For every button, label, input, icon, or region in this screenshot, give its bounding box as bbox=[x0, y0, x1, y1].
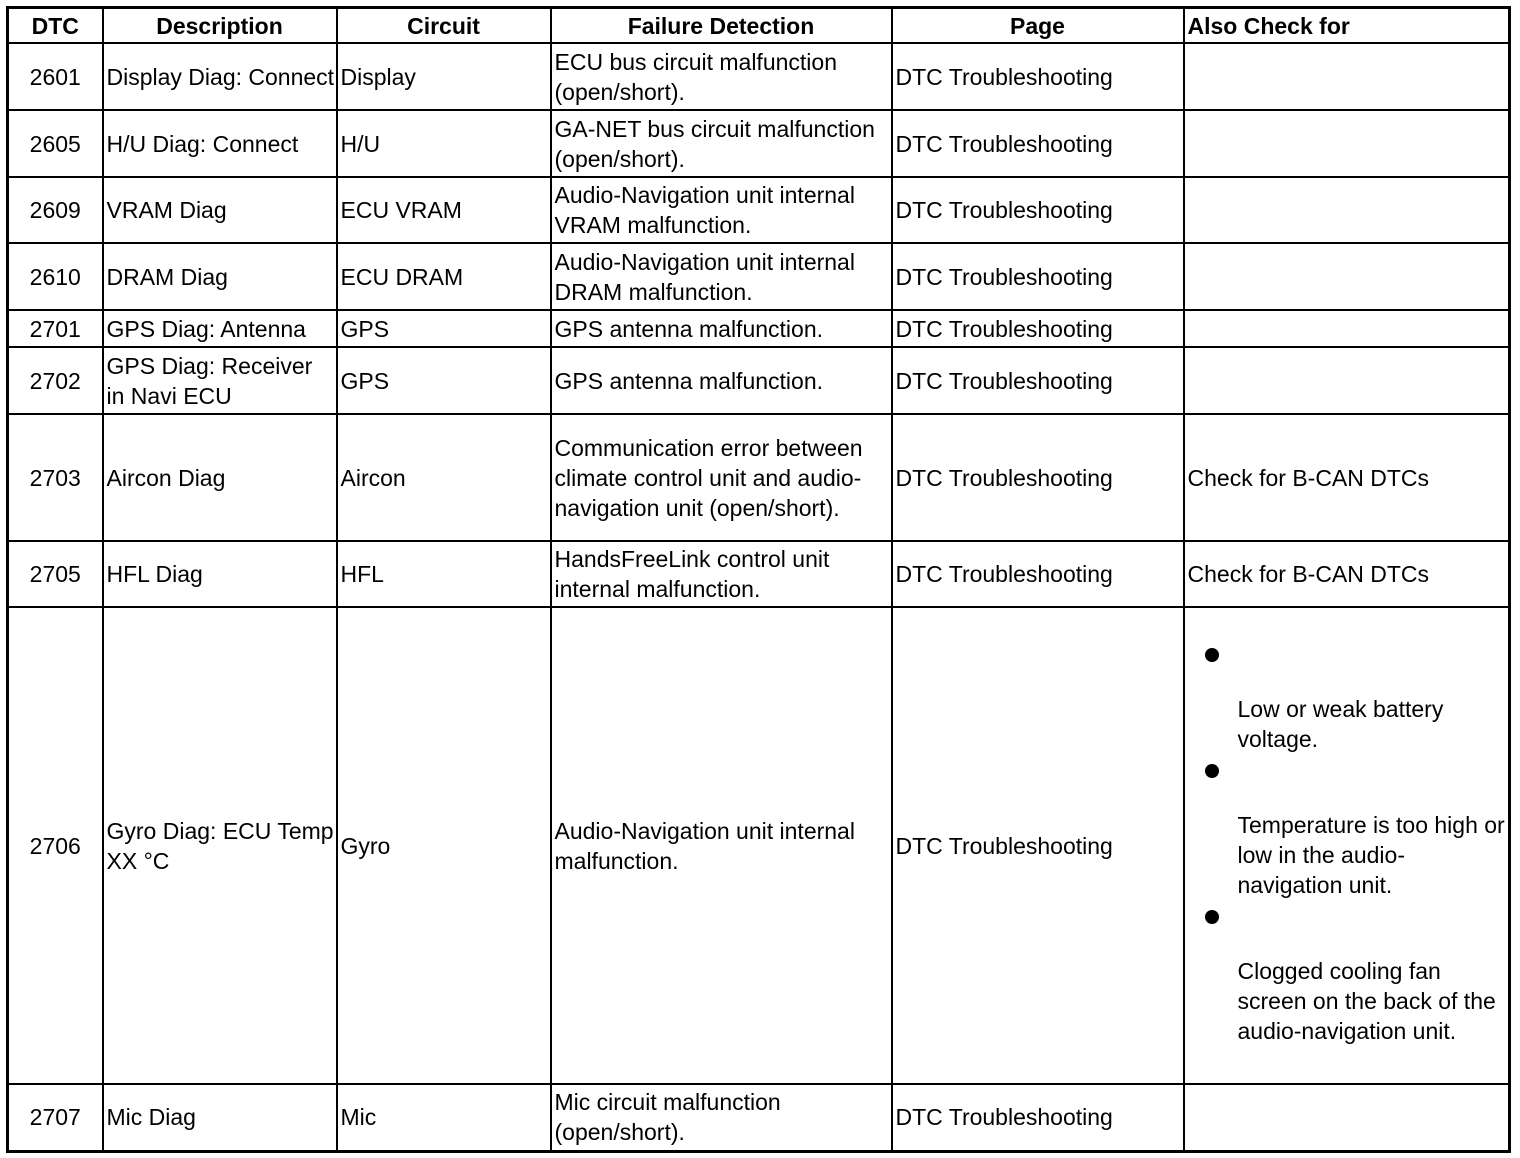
dtc-code: 2705 bbox=[8, 541, 103, 607]
dtc-code: 2706 bbox=[8, 607, 103, 1084]
page-cell: DTC Troubleshooting bbox=[892, 1084, 1184, 1151]
also-check-list bbox=[1188, 646, 1509, 1046]
table-row bbox=[8, 541, 1510, 607]
dtc-code: 2610 bbox=[8, 243, 103, 310]
description-cell: HFL Diag bbox=[103, 541, 337, 607]
list-item bbox=[1188, 646, 1509, 754]
also-check-cell bbox=[1184, 110, 1510, 177]
header-description: Description bbox=[103, 8, 337, 44]
also-check-item: Low or weak battery voltage. bbox=[1237, 695, 1444, 752]
also-check-item: Clogged cooling fan screen on the back of the audio-navigation unit. bbox=[1237, 957, 1496, 1044]
table-row bbox=[8, 607, 1510, 1084]
circuit-cell: Aircon bbox=[337, 414, 551, 541]
page-cell: DTC Troubleshooting bbox=[892, 541, 1184, 607]
also-check-cell bbox=[1184, 43, 1510, 110]
failure-cell: Audio-Navigation unit internal DRAM malfunction. bbox=[551, 243, 892, 310]
description-cell: VRAM Diag bbox=[103, 177, 337, 243]
dtc-code: 2609 bbox=[8, 177, 103, 243]
also-check-cell bbox=[1184, 243, 1510, 310]
failure-cell: GPS antenna malfunction. bbox=[551, 310, 892, 347]
page-cell: DTC Troubleshooting bbox=[892, 607, 1184, 1084]
header-circuit: Circuit bbox=[337, 8, 551, 44]
circuit-cell: ECU VRAM bbox=[337, 177, 551, 243]
description-cell: Aircon Diag bbox=[103, 414, 337, 541]
failure-cell: Audio-Navigation unit internal VRAM malfunction. bbox=[551, 177, 892, 243]
table-row bbox=[8, 310, 1510, 347]
circuit-cell: Display bbox=[337, 43, 551, 110]
header-page: Page bbox=[892, 8, 1184, 44]
circuit-cell: GPS bbox=[337, 310, 551, 347]
table-row bbox=[8, 43, 1510, 110]
also-check-cell bbox=[1184, 347, 1510, 414]
failure-cell: ECU bus circuit malfunction (open/short). bbox=[551, 43, 892, 110]
table-row bbox=[8, 177, 1510, 243]
failure-cell: Mic circuit malfunction (open/short). bbox=[551, 1084, 892, 1151]
dtc-code: 2605 bbox=[8, 110, 103, 177]
failure-cell: Audio-Navigation unit internal malfunction. bbox=[551, 607, 892, 1084]
table-row bbox=[8, 1084, 1510, 1151]
also-check-cell bbox=[1184, 607, 1510, 1084]
also-check-cell: Check for B-CAN DTCs bbox=[1184, 541, 1510, 607]
table-row bbox=[8, 347, 1510, 414]
also-check-cell bbox=[1184, 310, 1510, 347]
description-cell: GPS Diag: Antenna bbox=[103, 310, 337, 347]
description-cell: H/U Diag: Connect bbox=[103, 110, 337, 177]
page-cell: DTC Troubleshooting bbox=[892, 43, 1184, 110]
description-cell: Mic Diag bbox=[103, 1084, 337, 1151]
dtc-code: 2707 bbox=[8, 1084, 103, 1151]
table-row bbox=[8, 110, 1510, 177]
header-row bbox=[8, 8, 1510, 44]
page-cell: DTC Troubleshooting bbox=[892, 414, 1184, 541]
failure-cell: GPS antenna malfunction. bbox=[551, 347, 892, 414]
circuit-cell: HFL bbox=[337, 541, 551, 607]
description-cell: DRAM Diag bbox=[103, 243, 337, 310]
also-check-cell: Check for B-CAN DTCs bbox=[1184, 414, 1510, 541]
failure-cell: HandsFreeLink control unit internal malfunction. bbox=[551, 541, 892, 607]
description-cell: GPS Diag: Receiver in Navi ECU bbox=[103, 347, 337, 414]
page-cell: DTC Troubleshooting bbox=[892, 110, 1184, 177]
table-row bbox=[8, 414, 1510, 541]
page-cell: DTC Troubleshooting bbox=[892, 177, 1184, 243]
bullet-icon bbox=[1205, 764, 1219, 778]
page-cell: DTC Troubleshooting bbox=[892, 310, 1184, 347]
failure-cell: Communication error between climate control unit and audio-navigation unit (open/short). bbox=[551, 414, 892, 541]
also-check-cell bbox=[1184, 177, 1510, 243]
header-also-check-for: Also Check for bbox=[1184, 8, 1510, 44]
dtc-code: 2702 bbox=[8, 347, 103, 414]
header-failure-detection: Failure Detection bbox=[551, 8, 892, 44]
dtc-code: 2601 bbox=[8, 43, 103, 110]
bullet-icon bbox=[1205, 648, 1219, 662]
page-cell: DTC Troubleshooting bbox=[892, 347, 1184, 414]
circuit-cell: ECU DRAM bbox=[337, 243, 551, 310]
list-item bbox=[1188, 762, 1509, 900]
bullet-icon bbox=[1205, 910, 1219, 924]
circuit-cell: Gyro bbox=[337, 607, 551, 1084]
description-cell: Display Diag: Connect bbox=[103, 43, 337, 110]
also-check-item: Temperature is too high or low in the audio-navigation unit. bbox=[1237, 811, 1505, 898]
circuit-cell: GPS bbox=[337, 347, 551, 414]
dtc-table bbox=[6, 6, 1511, 1153]
page-cell: DTC Troubleshooting bbox=[892, 243, 1184, 310]
dtc-code: 2703 bbox=[8, 414, 103, 541]
description-cell: Gyro Diag: ECU Temp XX °C bbox=[103, 607, 337, 1084]
failure-cell: GA-NET bus circuit malfunction (open/short). bbox=[551, 110, 892, 177]
dtc-code: 2701 bbox=[8, 310, 103, 347]
also-check-cell bbox=[1184, 1084, 1510, 1151]
list-item bbox=[1188, 908, 1509, 1046]
circuit-cell: Mic bbox=[337, 1084, 551, 1151]
header-dtc: DTC bbox=[8, 8, 103, 44]
circuit-cell: H/U bbox=[337, 110, 551, 177]
table-row bbox=[8, 243, 1510, 310]
